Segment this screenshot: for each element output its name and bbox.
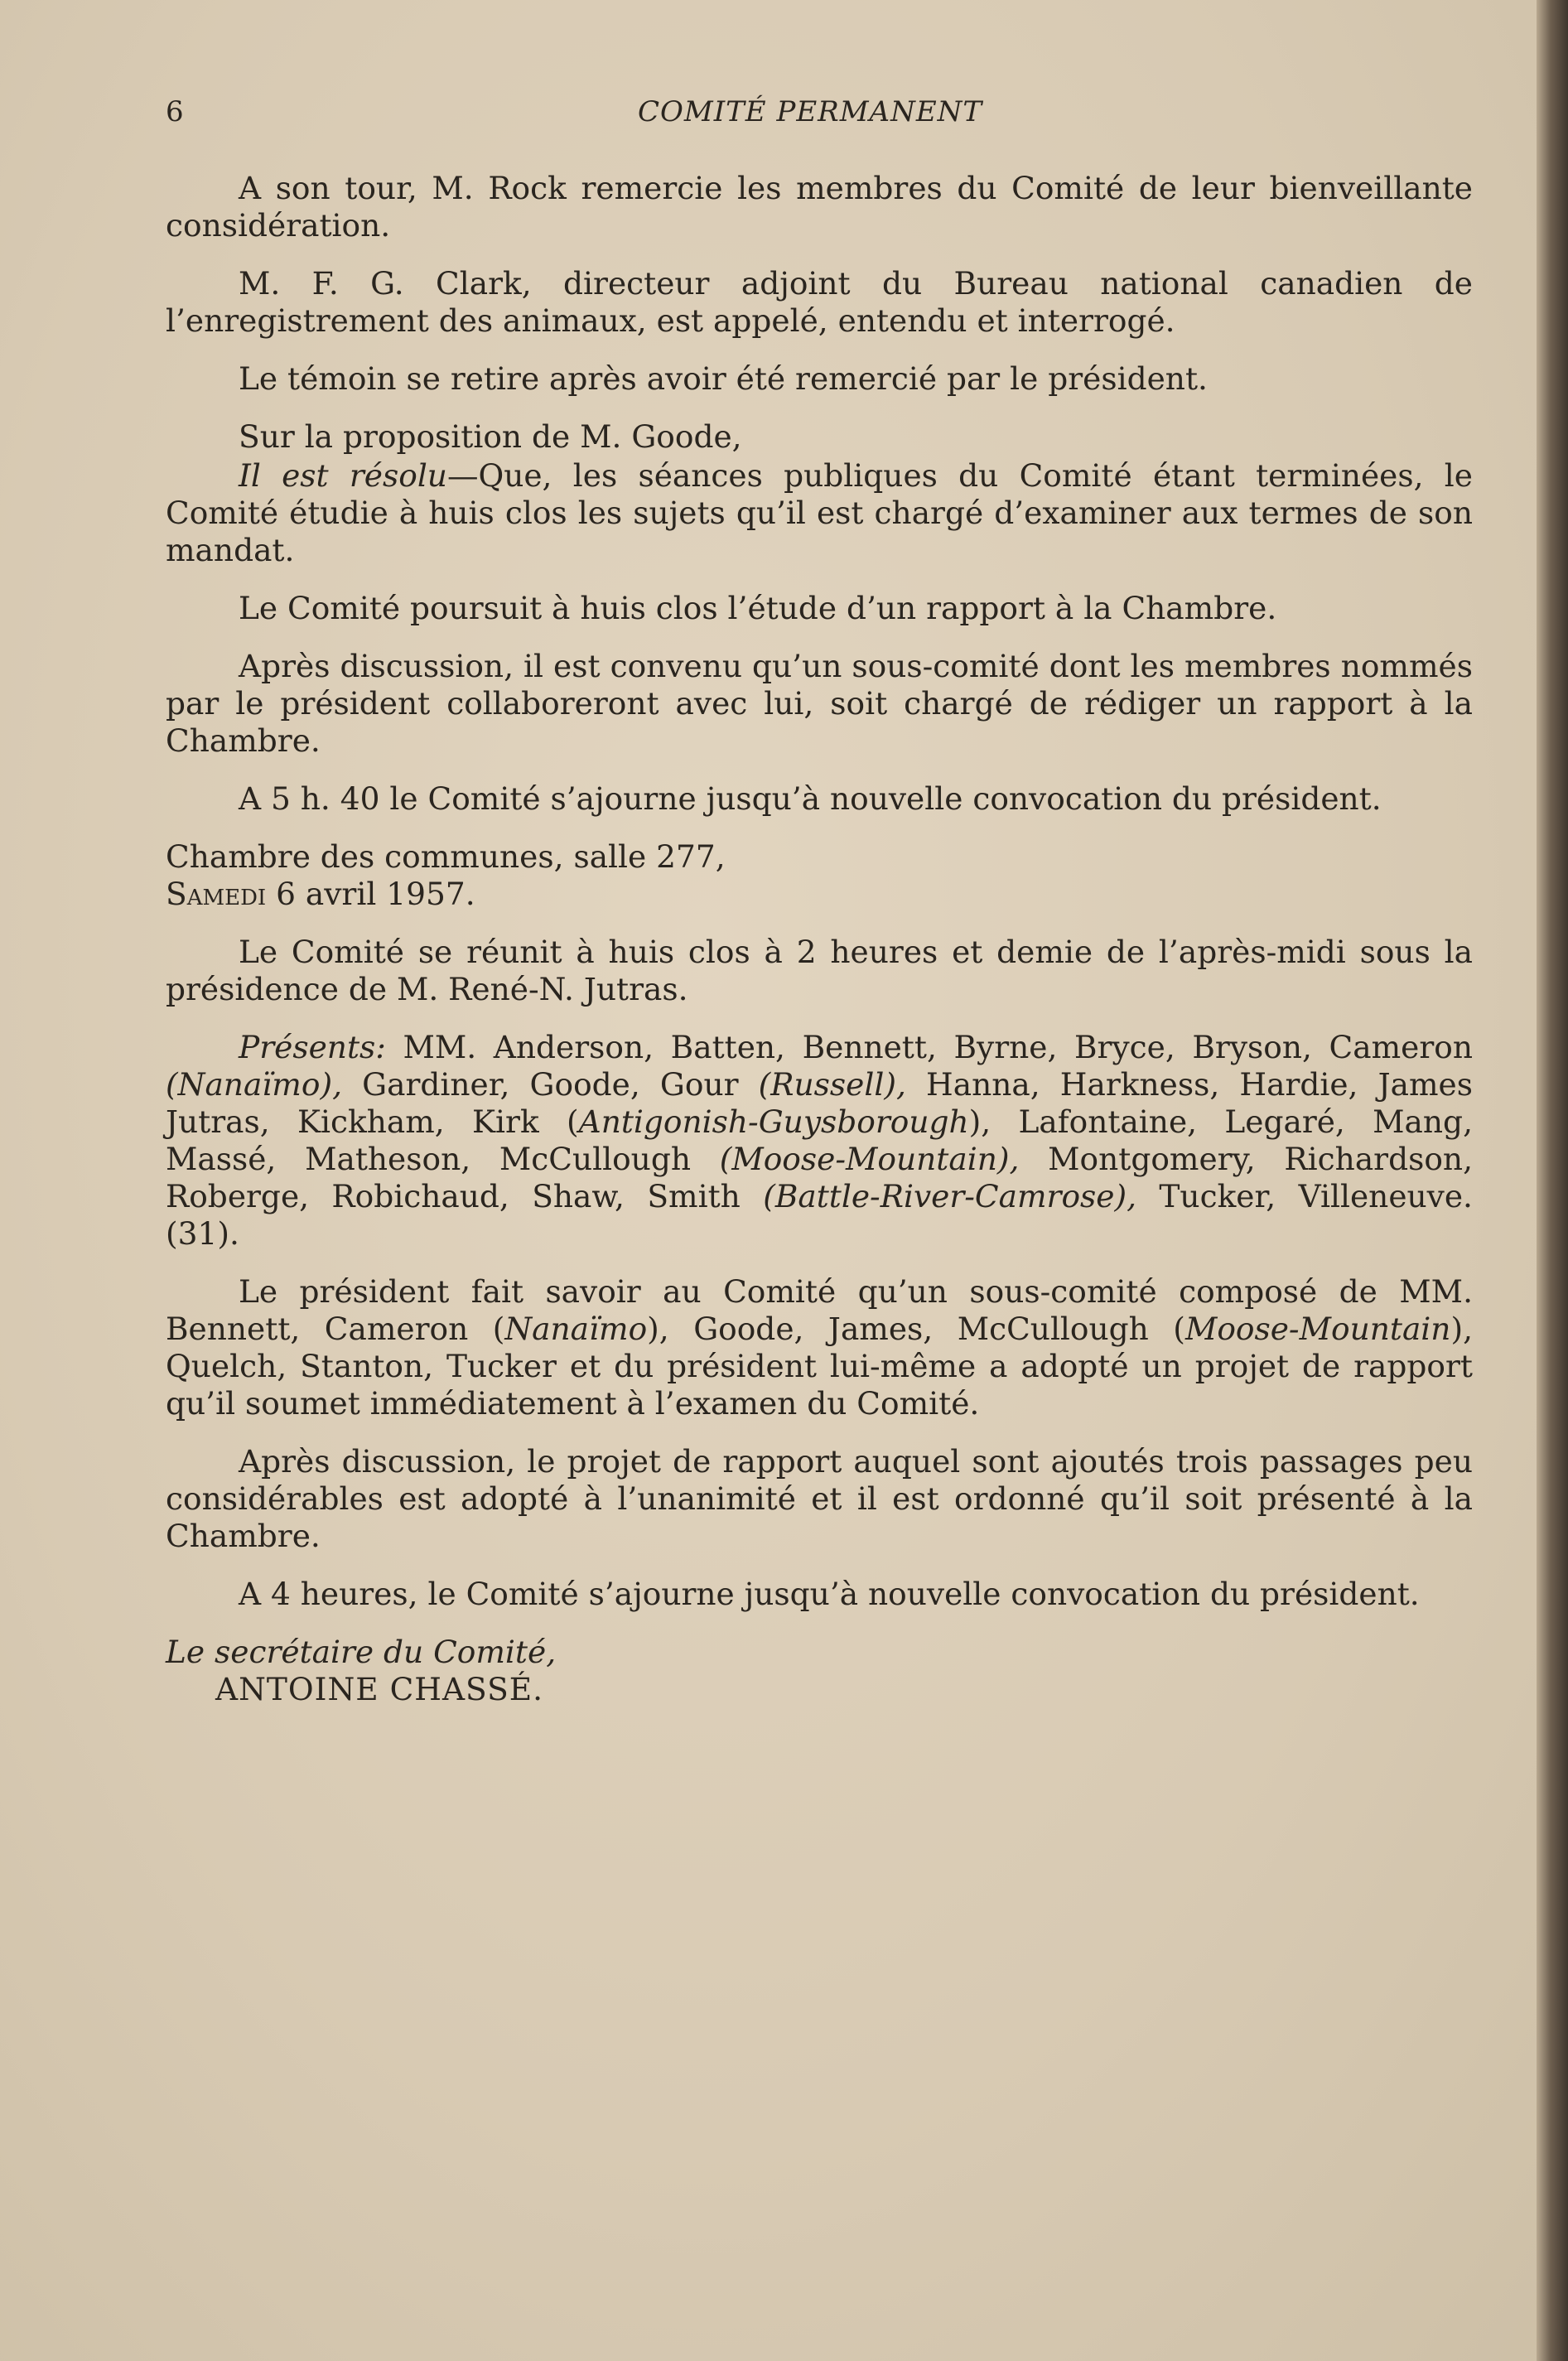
body-text xyxy=(166,170,1473,1729)
report-text: ), Quelch, Stanton, Tucker et du président lui-même a adopté un projet de rapport qu’il soumet immédiatement à l’examen du Comité. xyxy=(166,1311,1474,1422)
book-spine-shadow xyxy=(1537,0,1568,2361)
riding-name: Antigonish-Guysborough xyxy=(578,1103,969,1140)
riding-name: (Moose-Mountain), xyxy=(719,1141,1020,1177)
presents-label: Présents: xyxy=(239,1029,386,1065)
riding-name: Nanaïmo xyxy=(504,1311,648,1347)
presents-text: Gardiner, Goode, Gour xyxy=(342,1066,759,1103)
riding-name: (Battle-River-Camrose), xyxy=(763,1178,1137,1214)
riding-name: (Nanaïmo), xyxy=(166,1066,342,1103)
dateline-date xyxy=(166,876,1473,913)
presents-text: Tucker, Villeneuve. (31). xyxy=(166,1178,1473,1252)
dateline-date-text: 6 avril 1957. xyxy=(276,876,475,912)
paragraph-rock-thanks: A son tour, M. Rock remercie les membres du Comité de leur bienveillante considération. xyxy=(166,170,1473,244)
paragraph-adjourn-1: A 5 h. 40 le Comité s’ajourne jusqu’à nouvelle convocation du président. xyxy=(239,780,1382,817)
paragraph-motion: Sur la proposition de M. Goode, xyxy=(239,418,742,455)
resolution-text: —Que, les séances publiques du Comité étant terminées, le Comité étudie à huis clos les sujets qu’il est chargé d’examiner aux termes de son mandat. xyxy=(166,457,1473,568)
paragraph-witness-retires: Le témoin se retire après avoir été remercié par le président. xyxy=(239,360,1208,397)
page-number: 6 xyxy=(166,95,184,128)
paragraph-adoption: Après discussion, le projet de rapport auquel sont ajoutés trois passages peu considérables est adopté à l’unanimité et il est ordonné qu’il soit présenté à la Chambre. xyxy=(166,1443,1473,1554)
paragraph-adjourn-2: A 4 heures, le Comité s’ajourne jusqu’à nouvelle convocation du président. xyxy=(239,1576,1420,1612)
riding-name: Moose-Mountain xyxy=(1184,1311,1451,1347)
resolution-label: Il est résolu xyxy=(239,457,447,494)
signature-name: ANTOINE CHASSÉ. xyxy=(215,1671,544,1707)
signature-title: Le secrétaire du Comité, xyxy=(166,1634,557,1670)
running-title: COMITÉ PERMANENT xyxy=(638,95,983,128)
paragraph-subcommittee-report xyxy=(166,1273,1473,1422)
dateline-day: Samedi xyxy=(166,876,267,912)
paragraph-clark-witness: M. F. G. Clark, directeur adjoint du Bureau national canadien de l’enregistrement des animaux, est appelé, entendu et interrogé. xyxy=(166,265,1473,339)
signature-block xyxy=(166,1634,1473,1708)
dateline xyxy=(166,838,1473,913)
paragraph-presents xyxy=(166,1029,1473,1253)
paragraph-meeting: Le Comité se réunit à huis clos à 2 heures et demie de l’après-midi sous la présidence de M. René-N. Jutras. xyxy=(166,934,1473,1007)
riding-name: (Russell), xyxy=(758,1066,906,1103)
presents-text: Montgomery, Richardson, Roberge, Robichaud, Shaw, Smith xyxy=(166,1141,1473,1214)
page-header xyxy=(166,95,1469,137)
presents-text: MM. Anderson, Batten, Bennett, Byrne, Bryce, Bryson, Cameron xyxy=(385,1029,1473,1065)
presents-text: Hanna, Harkness, Hardie, James Jutras, Kickham, Kirk ( xyxy=(166,1066,1473,1140)
dateline-location: Chambre des communes, salle 277, xyxy=(166,838,726,875)
paragraph-subcommittee: Après discussion, il est convenu qu’un sous-comité dont les membres nommés par le président collaboreront avec lui, soit chargé de rédiger un rapport à la Chambre. xyxy=(166,648,1473,759)
presents-text: ), Lafontaine, Legaré, Mang, Massé, Matheson, McCullough xyxy=(166,1103,1473,1177)
report-text: ), Goode, James, McCullough ( xyxy=(647,1311,1185,1347)
paragraph-resolution xyxy=(166,457,1473,569)
paragraph-in-camera: Le Comité poursuit à huis clos l’étude d’un rapport à la Chambre. xyxy=(239,590,1277,626)
report-text: Le président fait savoir au Comité qu’un sous-comité composé de MM. Bennett, Cameron ( xyxy=(166,1273,1473,1347)
